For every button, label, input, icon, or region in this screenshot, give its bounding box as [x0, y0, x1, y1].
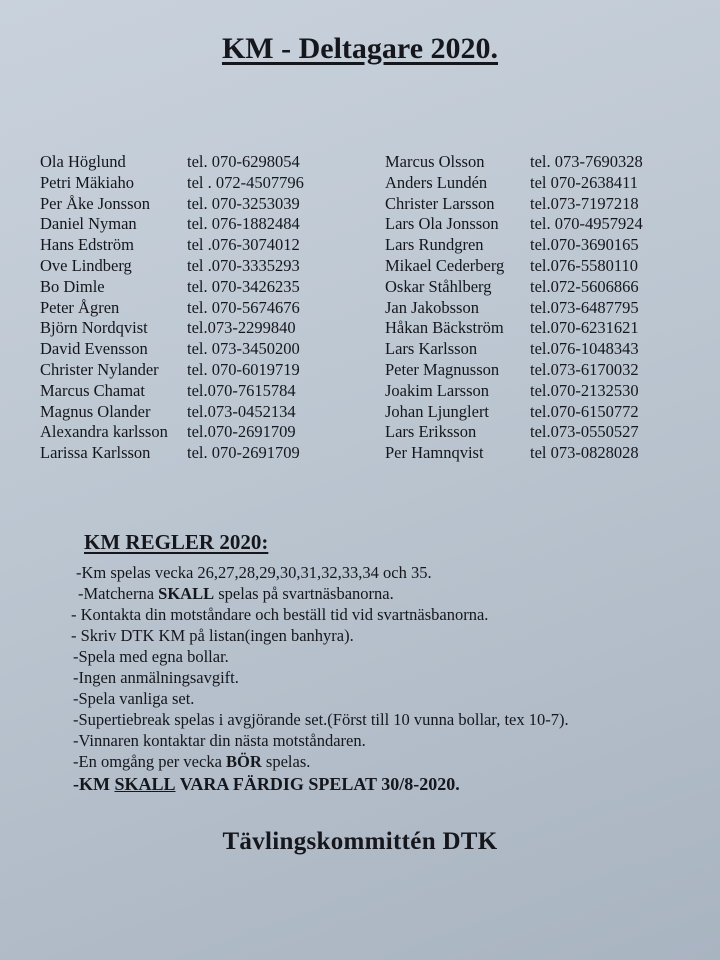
- participant-name: Oskar Ståhlberg: [385, 276, 492, 296]
- participant-phone: tel. 070-6019719: [187, 360, 300, 379]
- rule-contact-opponent: - Kontakta din motståndare och beställ tid vid svartnäsbanorna.: [71, 605, 489, 624]
- participant-name: Peter Ågren: [40, 297, 120, 317]
- participant-row: [40, 338, 670, 359]
- participant-row: [40, 317, 670, 338]
- participant-phone: tel. 073-3450200: [187, 339, 300, 359]
- participant-phone: tel . 072-4507796: [187, 172, 304, 192]
- participant-name: Marcus Chamat: [40, 380, 145, 400]
- participant-name: Lars Eriksson: [385, 422, 477, 442]
- rule-round-per-week: -En omgång per vecka BÖR spelas.: [73, 752, 311, 771]
- participant-name: David Evensson: [40, 339, 148, 359]
- participant-row: [40, 172, 670, 193]
- participant-name: Christer Nylander: [40, 360, 159, 379]
- participant-phone: tel.073-2299840: [187, 318, 296, 338]
- participant-row: [40, 359, 670, 380]
- rule-weeks: -Km spelas vecka 26,27,28,29,30,31,32,33,34 och 35.: [76, 563, 432, 582]
- participant-phone: tel.070-7615784: [187, 380, 296, 400]
- participant-name: Hans Edström: [40, 235, 134, 255]
- participant-phone: tel .076-3074012: [187, 235, 300, 255]
- participant-name: Per Hamnqvist: [385, 443, 484, 463]
- participant-phone: tel.070-3690165: [530, 235, 639, 255]
- participant-name: Joakim Larsson: [385, 380, 490, 400]
- participant-row: [40, 297, 670, 318]
- participant-name: Bo Dimle: [40, 276, 105, 296]
- participant-name: Alexandra karlsson: [40, 422, 168, 442]
- participant-name: Mikael Cederberg: [385, 256, 505, 275]
- participant-phone: tel.070-2691709: [187, 422, 296, 442]
- participant-name: Magnus Olander: [40, 401, 151, 421]
- participant-name: Ove Lindberg: [40, 256, 132, 275]
- participant-phone: tel. 070-4957924: [530, 214, 643, 234]
- rule-courts: -Matcherna SKALL spelas på svartnäsbanorna.: [78, 584, 394, 603]
- participant-phone: tel. 070-3253039: [187, 193, 300, 213]
- participant-phone: tel.073-0452134: [187, 401, 296, 421]
- participant-row: [40, 380, 670, 401]
- participant-row: [40, 234, 670, 255]
- participant-phone: tel .070-3335293: [187, 256, 300, 275]
- participant-phone: tel.073-7197218: [530, 193, 639, 213]
- participant-name: Håkan Bäckström: [385, 318, 504, 338]
- participant-name: Christer Larsson: [385, 193, 495, 213]
- participant-name: Lars Karlsson: [385, 339, 478, 359]
- participant-phone: tel.070-6231621: [530, 318, 639, 338]
- participant-name: Marcus Olsson: [385, 152, 485, 171]
- participant-name: Lars Ola Jonsson: [385, 214, 499, 234]
- participant-phone: tel.076-1048343: [530, 339, 639, 359]
- participant-name: Anders Lundén: [385, 172, 488, 192]
- participant-phone: tel. 073-7690328: [530, 152, 643, 171]
- rule-list: - Skriv DTK KM på listan(ingen banhyra).: [71, 626, 354, 645]
- page-title: KM - Deltagare 2020.: [221, 32, 499, 65]
- participant-name: Lars Rundgren: [385, 235, 484, 255]
- participant-phone: tel. 070-5674676: [187, 297, 300, 317]
- participant-phone: tel. 070-6298054: [187, 152, 300, 171]
- rule-fee: -Ingen anmälningsavgift.: [73, 668, 239, 687]
- participant-phone: tel.070-6150772: [530, 401, 639, 421]
- participant-phone: tel.072-5606866: [530, 276, 639, 296]
- participant-name: Johan Ljunglert: [385, 401, 490, 421]
- rule-deadline: -KM SKALL VARA FÄRDIG SPELAT 30/8-2020.: [73, 774, 460, 794]
- participant-row: [40, 151, 670, 172]
- participant-phone: tel. 070-3426235: [187, 276, 300, 296]
- participant-phone: tel.073-6170032: [530, 360, 639, 379]
- participant-name: Larissa Karlsson: [40, 443, 151, 463]
- participant-phone: tel. 070-2691709: [187, 443, 300, 463]
- participant-row: [40, 442, 670, 463]
- participant-name: Petri Mäkiaho: [40, 172, 134, 192]
- participant-phone: tel.070-2132530: [530, 380, 639, 400]
- signature: Tävlingskommittén DTK: [222, 828, 498, 855]
- participant-name: Ola Höglund: [40, 152, 126, 171]
- participant-phone: tel.073-6487795: [530, 297, 639, 317]
- participant-name: Björn Nordqvist: [40, 318, 148, 338]
- participant-row: [40, 193, 670, 214]
- participant-phone: tel 073-0828028: [530, 443, 639, 463]
- participant-name: Per Åke Jonsson: [40, 193, 150, 213]
- rule-sets: -Spela vanliga set.: [73, 689, 195, 708]
- rule-tiebreak: -Supertiebreak spelas i avgjörande set.(Först till 10 vunna bollar, tex 10-7).: [73, 710, 569, 729]
- rule-balls: -Spela med egna bollar.: [73, 647, 229, 666]
- participant-row: [40, 255, 670, 276]
- participant-name: Daniel Nyman: [40, 214, 137, 234]
- rules-heading: KM REGLER 2020:: [84, 530, 269, 554]
- participant-row: [40, 213, 670, 234]
- participant-row: [40, 401, 670, 422]
- participant-phone: tel.073-0550527: [530, 422, 639, 442]
- participant-row: [40, 421, 670, 442]
- participant-name: Jan Jakobsson: [385, 297, 479, 317]
- participant-phone: tel. 076-1882484: [187, 214, 300, 234]
- rule-winner: -Vinnaren kontaktar din nästa motståndaren.: [73, 731, 366, 750]
- participant-name: Peter Magnusson: [385, 360, 500, 379]
- participant-phone: tel 070-2638411: [530, 172, 638, 192]
- participant-row: [40, 276, 670, 297]
- participant-phone: tel.076-5580110: [530, 256, 638, 275]
